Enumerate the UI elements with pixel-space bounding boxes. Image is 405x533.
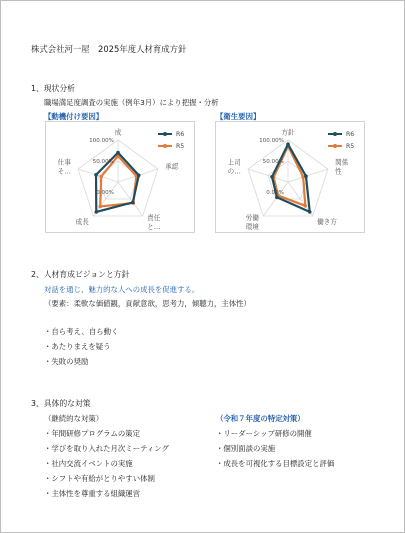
radar-tick-label: 0.00% xyxy=(266,190,284,196)
legend-swatch-marker xyxy=(163,144,167,148)
radar-point xyxy=(275,195,279,199)
specific-measure-item: ・個別面談の実施 xyxy=(216,444,276,453)
motivation-factors-label: 【動機付け要因】 xyxy=(44,112,104,121)
legend-entry-label: R6 xyxy=(346,131,355,139)
radar-axis-label: 仕事 xyxy=(57,158,71,167)
radar-axis-label: 承認 xyxy=(165,162,179,171)
radar-point xyxy=(304,174,308,178)
policy-item: ・失敗の奨励 xyxy=(44,357,89,366)
policy-item: ・自ら考え、自ら動く xyxy=(44,327,119,336)
radar-axis-label: 上司 xyxy=(227,158,241,167)
radar-spoke xyxy=(248,169,288,182)
radar-tick-label: 100.00% xyxy=(89,138,114,144)
radar-point xyxy=(270,175,274,179)
radar-point xyxy=(94,173,98,177)
radar-point xyxy=(116,151,120,155)
legend-entry-label: R5 xyxy=(346,143,355,151)
motivation-radar-chart xyxy=(45,121,195,233)
motivation-radar-svg xyxy=(46,122,194,232)
radar-axis-label: 成 xyxy=(114,128,122,137)
section1-heading: 1、現状分析 xyxy=(31,84,75,93)
legend-entry-label: R6 xyxy=(176,131,185,139)
radar-axis-label: 働き方 xyxy=(317,218,337,227)
radar-point xyxy=(94,210,98,214)
hygiene-factors-label: 【衛生要因】 xyxy=(216,112,261,121)
radar-tick-label: 50.00% xyxy=(262,159,284,165)
specific-measure-item: ・成長を可視化する目標設定と評価 xyxy=(216,459,335,468)
radar-point xyxy=(99,175,103,179)
continuous-measure-item: ・シフトや有給がとりやすい体制 xyxy=(44,474,155,483)
section2-heading: 2、人材育成ビジョンと方針 xyxy=(31,270,130,279)
hygiene-radar-svg xyxy=(216,122,364,232)
radar-tick-label: 50.00% xyxy=(92,159,114,165)
specific-measures-label: （令和７年度の特定対策） xyxy=(216,414,305,423)
radar-axis-label: 性 xyxy=(335,167,342,176)
radar-axis-label: と… xyxy=(147,223,161,232)
radar-point xyxy=(303,204,307,208)
radar-axis-label: 環境 xyxy=(245,223,259,232)
radar-axis-label: 成長 xyxy=(75,218,89,227)
radar-axis-label: 方針 xyxy=(281,128,295,137)
document-title: 株式会社河一屋 2025年度人材育成方針 xyxy=(31,44,187,54)
radar-point xyxy=(308,210,312,214)
radar-axis-label: 責任 xyxy=(147,214,161,223)
radar-axis-label: 労働 xyxy=(245,214,259,223)
specific-measure-item: ・リーダーシップ研修の開催 xyxy=(216,429,312,438)
continuous-measure-item: ・学びを取り入れた月次ミーティング xyxy=(44,444,169,453)
vision-statement: 対話を通じ、魅力的な人への成長を促進する。 xyxy=(44,285,200,294)
policy-item: ・あたりまえを疑う xyxy=(44,342,111,351)
continuous-measure-item: ・社内交流イベントの実施 xyxy=(44,459,133,468)
radar-axis-label: の… xyxy=(227,167,241,176)
hygiene-radar-chart xyxy=(215,121,365,233)
section3-heading: 3、具体的な対策 xyxy=(31,399,91,408)
radar-spoke xyxy=(288,169,328,182)
vision-elements: （要素：柔軟な価値観，貢献意欲，思考力，傾聴力，主体性） xyxy=(44,299,251,308)
radar-point xyxy=(286,142,290,146)
continuous-measure-item: ・主体性を尊重する組織運営 xyxy=(44,489,141,498)
radar-axis-label: そ… xyxy=(57,167,71,176)
radar-point xyxy=(137,173,141,177)
legend-swatch-marker xyxy=(333,144,337,148)
radar-point xyxy=(98,205,102,209)
legend-swatch-marker xyxy=(333,132,337,136)
legend-entry-label: R5 xyxy=(176,143,185,151)
continuous-measures-label: （継続的な対策） xyxy=(44,414,104,423)
continuous-measure-item: ・年間研修プログラムの策定 xyxy=(44,429,141,438)
radar-tick-label: 0.00% xyxy=(96,190,114,196)
legend-swatch-marker xyxy=(163,132,167,136)
radar-spoke xyxy=(78,169,118,182)
radar-tick-label: 100.00% xyxy=(259,138,284,144)
radar-point xyxy=(131,201,135,205)
section1-lead: 職場満足度調査の実施（例年3月）により把握・分析 xyxy=(44,98,219,107)
radar-axis-label: 関係 xyxy=(335,158,349,167)
